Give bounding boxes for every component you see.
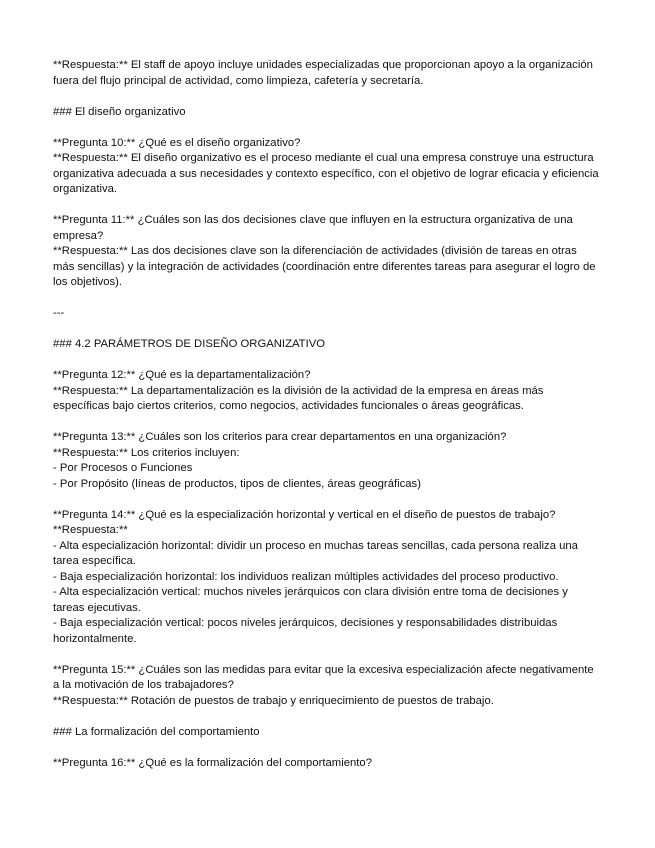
qa-pregunta-14 [53, 508, 601, 648]
answer-line: **Respuesta:** Rotación de puestos de trabajo y enriquecimiento de puestos de trabajo. [53, 694, 494, 707]
question-line: **Pregunta 13:** ¿Cuáles son los criterios para crear departamentos en una organización? [53, 431, 507, 443]
list-item: - Alta especialización vertical: muchos niveles jerárquicos con clara división entre toma de decisiones y tareas ejecutivas. [53, 586, 568, 614]
answer-line: **Respuesta:** La departamentalización es la división de la actividad de la empresa en áreas más específicas bajo ciertos criterios, como negocios, actividades funcionales o áreas geográficas. [53, 384, 544, 412]
question-line: **Pregunta 16:** ¿Qué es la formalización del comportamiento? [53, 756, 372, 769]
document-page [53, 58, 601, 787]
list-item: - Por Propósito (líneas de productos, tipos de clientes, áreas geográficas) [53, 477, 421, 490]
qa-pregunta-10 [53, 136, 601, 198]
text-line: **Respuesta:** El staff de apoyo incluye unidades especializadas que proporcionan apoyo a la organización fuera del flujo principal de actividad, como limpieza, cafetería y secretaría. [53, 59, 593, 87]
list-item: - Por Procesos o Funciones [53, 462, 193, 474]
answer-line: **Respuesta:** Las dos decisiones clave son la diferenciación de actividades (división de tareas en otras más sencillas) y la integración de actividades (coordinación entre diferentes tareas para asegurar el logro de los objetivos). [53, 245, 596, 288]
answer-line: **Respuesta:** Los criterios incluyen: [53, 446, 240, 459]
qa-pregunta-11 [53, 213, 601, 291]
section-heading [53, 337, 601, 353]
list-item: - Alta especialización horizontal: dividir un proceso en muchas tareas sencillas, cada persona realiza una tarea específica. [53, 539, 578, 567]
question-line: **Pregunta 14:** ¿Qué es la especialización horizontal y vertical en el diseño de puestos de trabajo? [53, 508, 556, 521]
question-line: **Pregunta 11:** ¿Cuáles son las dos decisiones clave que influyen en la estructura organizativa de una empresa? [53, 214, 573, 242]
answer-line: **Respuesta:** El diseño organizativo es el proceso mediante el cual una empresa construye una estructura organizativa adecuada a sus necesidades y contexto específico, con el objetivo de lograr eficacia y eficiencia organizativa. [53, 152, 599, 195]
qa-pregunta-15 [53, 663, 601, 710]
section-heading [53, 105, 601, 121]
heading-text: ### 4.2 PARÁMETROS DE DISEÑO ORGANIZATIVO [53, 338, 326, 350]
list-item: - Baja especialización horizontal: los individuos realizan múltiples actividades del proceso productivo. [53, 570, 559, 583]
qa-pregunta-12 [53, 368, 601, 415]
question-line: **Pregunta 10:** ¿Qué es el diseño organizativo? [53, 136, 301, 149]
rule-text: --- [53, 307, 65, 319]
heading-text: ### El diseño organizativo [53, 105, 186, 118]
question-line: **Pregunta 12:** ¿Qué es la departamentalización? [53, 369, 311, 381]
qa-pregunta-16 [53, 756, 601, 772]
horizontal-rule-marker [53, 306, 601, 322]
heading-text: ### La formalización del comportamiento [53, 725, 260, 738]
qa-pregunta-13 [53, 430, 601, 492]
answer-line: **Respuesta:** [53, 524, 128, 536]
list-item: - Baja especialización vertical: pocos niveles jerárquicos, decisiones y responsabilidades distribuidas horizontalmente. [53, 617, 558, 645]
question-line: **Pregunta 15:** ¿Cuáles son las medidas para evitar que la excesiva especialización afecte negativamente a la motivación de los trabajadores? [53, 663, 594, 691]
section-heading [53, 725, 601, 741]
answer-staff-apoyo [53, 58, 601, 89]
